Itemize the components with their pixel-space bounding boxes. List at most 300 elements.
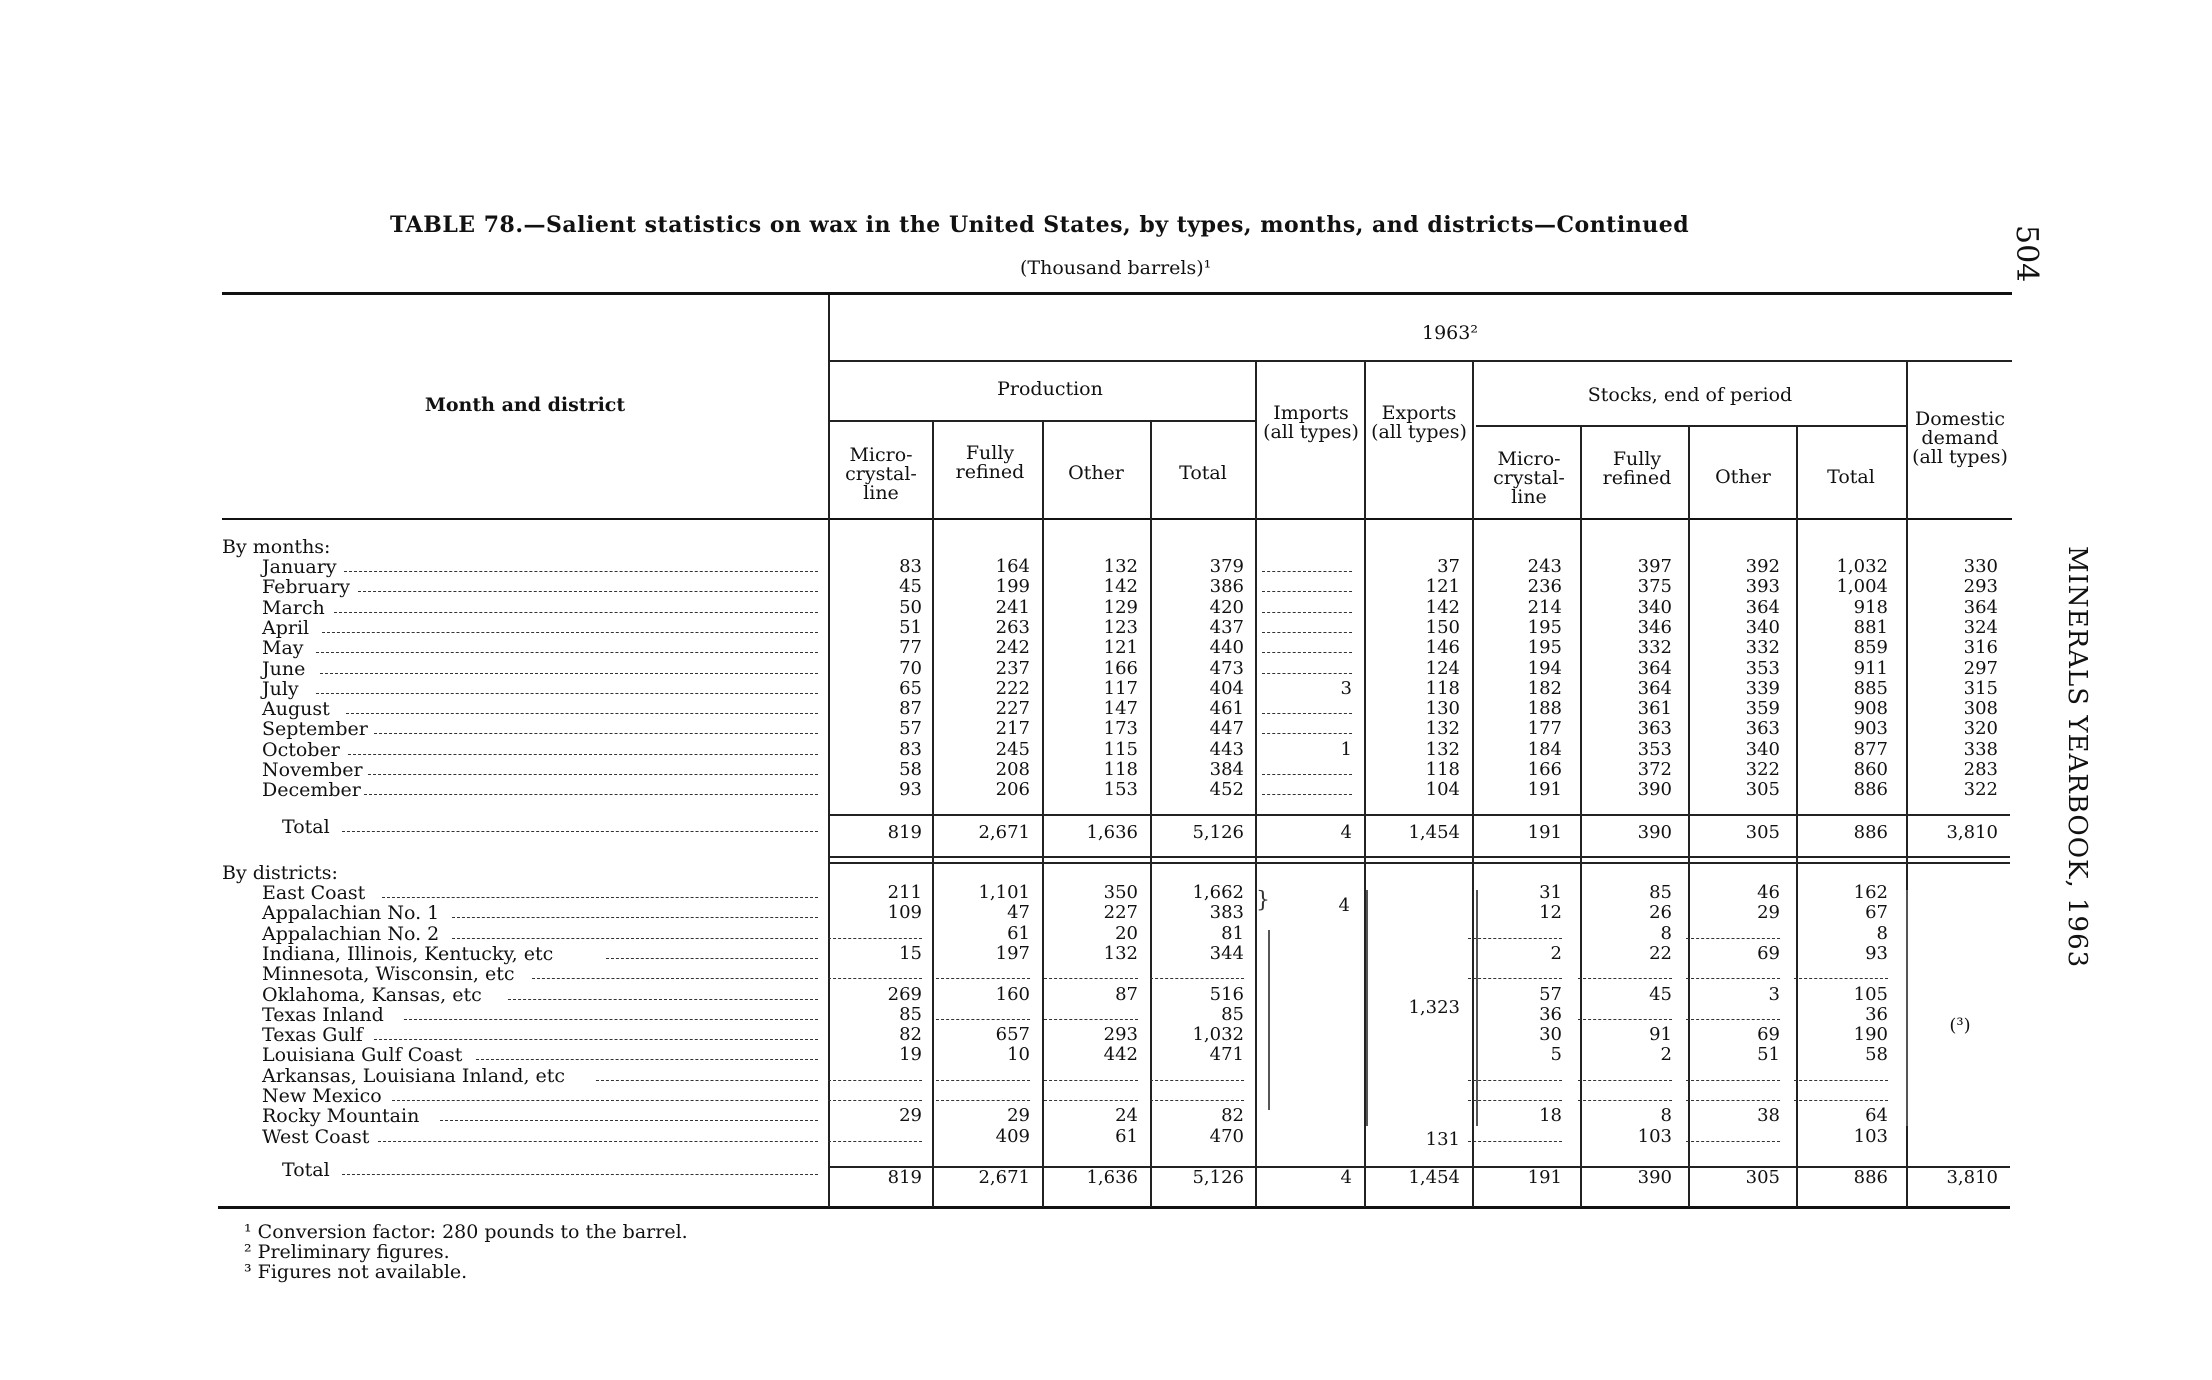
month-s-micro-value: 194 [1527, 657, 1562, 679]
leader-dots [532, 978, 818, 979]
month-s-total-value: 877 [1853, 738, 1888, 760]
stock-other-header: Other [1715, 466, 1771, 488]
district-p-total-value: 471 [1209, 1044, 1244, 1066]
bracket-line [1476, 890, 1478, 1126]
leader-dots [374, 1039, 818, 1040]
prod-total-header: Total [1179, 462, 1227, 484]
district-s-micro-value: 36 [1539, 1003, 1562, 1025]
brace-mark: } [1256, 888, 1270, 913]
district-s-total-value: 67 [1865, 902, 1888, 924]
empty-cell-dash [1686, 978, 1780, 979]
prod-micro-header: Micro-crystal-line [845, 444, 917, 504]
month-p-total-value: 447 [1209, 718, 1244, 740]
month-s-other-value: 359 [1745, 698, 1780, 720]
month-s-total-value: 881 [1853, 616, 1888, 638]
month-exports-value: 150 [1425, 616, 1460, 638]
months-total-bottom-rule-2 [828, 862, 2010, 864]
month-p-micro-value: 87 [899, 698, 922, 720]
month-s-other-value: 322 [1745, 759, 1780, 780]
month-label: March [262, 596, 325, 619]
month-p-micro-value: 83 [899, 738, 922, 760]
year-rule [830, 360, 2012, 362]
district-p-fully-value: 657 [995, 1024, 1030, 1046]
month-s-total-value: 885 [1853, 677, 1888, 699]
district-p-other-value: 132 [1103, 942, 1138, 964]
footnote-3: ³ Figures not available. [244, 1261, 468, 1283]
total-p-micro-value: 819 [887, 822, 922, 843]
empty-cell-dash [1262, 632, 1352, 633]
month-demand-value: 297 [1963, 657, 1998, 679]
district-s-other-value: 69 [1757, 942, 1780, 964]
total-s-total-value: 886 [1853, 822, 1888, 843]
empty-cell-dash [828, 1100, 922, 1101]
production-header: Production [997, 378, 1103, 400]
leader-dots [596, 1080, 818, 1081]
district-p-micro-value: 269 [887, 983, 922, 1005]
month-s-other-value: 340 [1745, 616, 1780, 638]
total-imports-value: 4 [1340, 1167, 1352, 1188]
empty-cell-dash [1794, 1080, 1888, 1081]
district-s-micro-value: 30 [1539, 1024, 1562, 1046]
prod-fully-header: Fully refined [955, 442, 1025, 483]
month-exports-value: 104 [1425, 779, 1460, 801]
month-p-total-value: 440 [1209, 637, 1244, 659]
month-p-micro-value: 70 [899, 657, 922, 679]
month-p-fully-value: 164 [995, 556, 1030, 577]
stocks-header: Stocks, end of period [1587, 384, 1793, 406]
west-coast-exports-value: 131 [1425, 1129, 1460, 1150]
district-p-other-value: 61 [1115, 1125, 1138, 1147]
district-s-fully-value: 2 [1660, 1044, 1672, 1066]
bracket-line [1906, 890, 1908, 1126]
month-label: July [262, 677, 299, 700]
month-s-total-value: 860 [1853, 759, 1888, 780]
total-p-other-value: 1,636 [1086, 1167, 1138, 1188]
month-p-fully-value: 241 [995, 596, 1030, 618]
month-p-micro-value: 58 [899, 759, 922, 780]
empty-cell-dash [936, 978, 1030, 979]
leader-dots [508, 999, 818, 1000]
month-s-micro-value: 195 [1527, 637, 1562, 659]
month-exports-value: 146 [1425, 637, 1460, 659]
empty-cell-dash [936, 1100, 1030, 1101]
bracket-line [1366, 890, 1368, 1126]
month-label: May [262, 637, 304, 660]
district-label: Oklahoma, Kansas, etc [262, 983, 482, 1006]
col-divider [1688, 425, 1690, 1207]
month-s-other-value: 332 [1745, 637, 1780, 659]
leader-dots [368, 774, 818, 775]
month-s-total-value: 1,004 [1836, 576, 1888, 598]
month-demand-value: 320 [1963, 718, 1998, 740]
months-total-bottom-rule-1 [828, 856, 2010, 858]
total-p-fully-value: 2,671 [978, 1167, 1030, 1188]
leader-dots [320, 673, 818, 674]
month-label: August [262, 698, 330, 721]
empty-cell-dash [1578, 1019, 1672, 1020]
leader-dots [606, 958, 818, 959]
leader-dots [392, 1100, 818, 1101]
month-p-other-value: 153 [1103, 779, 1138, 801]
month-s-total-value: 903 [1853, 718, 1888, 740]
district-label: Texas Inland [262, 1003, 384, 1026]
leader-dots [322, 632, 818, 633]
district-label: Arkansas, Louisiana Inland, etc [262, 1064, 566, 1087]
month-p-fully-value: 217 [995, 718, 1030, 740]
month-p-other-value: 121 [1103, 637, 1138, 659]
leader-dots [452, 938, 818, 939]
district-label: Louisiana Gulf Coast [262, 1044, 463, 1067]
month-p-total-value: 420 [1209, 596, 1244, 618]
month-s-fully-value: 390 [1637, 779, 1672, 801]
month-imports-value: 3 [1340, 677, 1352, 699]
district-s-total-value: 36 [1865, 1003, 1888, 1025]
month-label: December [262, 779, 361, 802]
month-p-micro-value: 51 [899, 616, 922, 638]
stock-micro-header: Micro-crystal-line [1493, 448, 1565, 508]
total-p-fully-value: 2,671 [978, 822, 1030, 843]
month-p-other-value: 173 [1103, 718, 1138, 740]
month-p-micro-value: 83 [899, 556, 922, 577]
leader-dots [404, 1019, 818, 1020]
month-p-micro-value: 45 [899, 576, 922, 598]
month-p-fully-value: 222 [995, 677, 1030, 699]
empty-cell-dash [1262, 713, 1352, 714]
month-s-fully-value: 332 [1637, 637, 1672, 659]
month-s-other-value: 392 [1745, 556, 1780, 577]
district-p-fully-value: 409 [995, 1125, 1030, 1147]
month-p-other-value: 147 [1103, 698, 1138, 720]
district-p-other-value: 350 [1103, 882, 1138, 903]
empty-cell-dash [1686, 1019, 1780, 1020]
empty-cell-dash [1262, 612, 1352, 613]
district-p-micro-value: 82 [899, 1024, 922, 1046]
total-p-total-value: 5,126 [1192, 822, 1244, 843]
district-s-total-value: 162 [1853, 882, 1888, 903]
month-demand-value: 316 [1963, 637, 1998, 659]
district-p-micro-value: 211 [887, 882, 922, 903]
stock-fully-header: Fully refined [1602, 448, 1672, 489]
month-p-fully-value: 206 [995, 779, 1030, 801]
district-p-total-value: 1,662 [1192, 882, 1244, 903]
header-bottom-rule [222, 518, 2012, 520]
empty-cell-dash [1578, 1100, 1672, 1101]
month-p-other-value: 118 [1103, 759, 1138, 780]
month-s-fully-value: 361 [1637, 698, 1672, 720]
month-demand-value: 308 [1963, 698, 1998, 720]
month-s-micro-value: 214 [1527, 596, 1562, 618]
district-label: Rocky Mountain [262, 1105, 420, 1128]
empty-cell-dash [936, 1080, 1030, 1081]
col-divider [1255, 362, 1257, 1207]
empty-cell-dash [1044, 1080, 1138, 1081]
district-s-other-value: 3 [1768, 983, 1780, 1005]
month-p-fully-value: 245 [995, 738, 1030, 760]
month-exports-value: 142 [1425, 596, 1460, 618]
leader-dots [378, 1141, 818, 1142]
month-s-fully-value: 364 [1637, 677, 1672, 699]
month-s-micro-value: 195 [1527, 616, 1562, 638]
col-divider [828, 295, 830, 1207]
month-exports-value: 37 [1437, 556, 1460, 577]
district-label: New Mexico [262, 1085, 382, 1107]
district-s-fully-value: 8 [1660, 1105, 1672, 1127]
table-subtitle: (Thousand barrels)¹ [1020, 257, 1212, 279]
total-s-micro-value: 191 [1527, 822, 1562, 843]
month-s-micro-value: 243 [1527, 556, 1562, 577]
district-s-fully-value: 91 [1649, 1024, 1672, 1046]
total-p-other-value: 1,636 [1086, 822, 1138, 843]
district-s-micro-value: 18 [1539, 1105, 1562, 1127]
empty-cell-dash [1262, 571, 1352, 572]
month-s-micro-value: 191 [1527, 779, 1562, 801]
district-p-micro-value: 19 [899, 1044, 922, 1066]
district-p-total-value: 81 [1221, 922, 1244, 944]
col-divider [932, 420, 934, 1207]
empty-cell-dash [1578, 1080, 1672, 1081]
empty-cell-dash [1262, 733, 1352, 734]
top-rule [222, 292, 2012, 295]
total-label: Total [282, 1159, 330, 1181]
month-p-fully-value: 227 [995, 698, 1030, 720]
leader-dots [382, 897, 818, 898]
month-demand-value: 293 [1963, 576, 1998, 598]
prod-other-header: Other [1068, 462, 1124, 484]
month-s-micro-value: 188 [1527, 698, 1562, 720]
month-s-micro-value: 184 [1527, 738, 1562, 760]
district-label: East Coast [262, 882, 366, 904]
month-exports-value: 132 [1425, 718, 1460, 740]
year-header: 1963² [1422, 322, 1478, 344]
empty-cell-dash [1686, 1080, 1780, 1081]
month-label: February [262, 576, 351, 599]
district-s-micro-value: 31 [1539, 882, 1562, 903]
domestic-demand-header: Domestic demand (all types) [1912, 408, 2008, 468]
month-p-total-value: 437 [1209, 616, 1244, 638]
month-s-other-value: 353 [1745, 657, 1780, 679]
district-s-fully-value: 8 [1660, 922, 1672, 944]
month-demand-value: 315 [1963, 677, 1998, 699]
district-s-fully-value: 85 [1649, 882, 1672, 903]
empty-cell-dash [1044, 1019, 1138, 1020]
total-s-fully-value: 390 [1637, 1167, 1672, 1188]
total-imports-value: 4 [1340, 822, 1352, 843]
month-demand-value: 322 [1963, 779, 1998, 801]
district-label: Indiana, Illinois, Kentucky, etc [262, 942, 554, 965]
empty-cell-dash [1794, 978, 1888, 979]
total-exports-value: 1,454 [1408, 1167, 1460, 1188]
leader-dots [334, 612, 818, 613]
leader-dots [476, 1059, 818, 1060]
month-s-fully-value: 372 [1637, 759, 1672, 780]
month-p-other-value: 117 [1103, 677, 1138, 699]
month-exports-value: 121 [1425, 576, 1460, 598]
district-label: Appalachian No. 1 [262, 902, 440, 925]
district-s-other-value: 51 [1757, 1044, 1780, 1066]
district-p-micro-value: 29 [899, 1105, 922, 1127]
district-s-total-value: 64 [1865, 1105, 1888, 1127]
empty-cell-dash [1150, 978, 1244, 979]
district-p-fully-value: 160 [995, 983, 1030, 1005]
district-p-other-value: 293 [1103, 1024, 1138, 1046]
month-label: April [262, 616, 310, 639]
month-s-total-value: 886 [1853, 779, 1888, 801]
district-p-total-value: 516 [1209, 983, 1244, 1005]
stocks-rule [1476, 425, 1906, 427]
month-s-total-value: 859 [1853, 637, 1888, 659]
leader-dots [440, 1120, 818, 1121]
district-s-total-value: 103 [1853, 1125, 1888, 1147]
total-demand-value: 3,810 [1946, 822, 1998, 843]
empty-cell-dash [828, 938, 922, 939]
month-p-other-value: 166 [1103, 657, 1138, 679]
month-exports-value: 118 [1425, 759, 1460, 780]
month-p-micro-value: 77 [899, 637, 922, 659]
empty-cell-dash [1468, 1100, 1562, 1101]
district-p-other-value: 442 [1103, 1044, 1138, 1066]
month-label: January [262, 556, 337, 578]
empty-cell-dash [1468, 978, 1562, 979]
table-title: TABLE 78.—Salient statistics on wax in the United States, by types, months, and districts—Continued [390, 212, 1690, 238]
district-p-micro-value: 15 [899, 942, 922, 964]
month-s-fully-value: 346 [1637, 616, 1672, 638]
leader-dots [342, 1174, 818, 1175]
month-p-fully-value: 237 [995, 657, 1030, 679]
month-s-micro-value: 166 [1527, 759, 1562, 780]
month-s-total-value: 1,032 [1836, 556, 1888, 577]
month-exports-value: 124 [1425, 657, 1460, 679]
empty-cell-dash [1262, 652, 1352, 653]
district-p-micro-value: 109 [887, 902, 922, 924]
month-demand-value: 283 [1963, 759, 1998, 780]
leader-dots [344, 571, 818, 572]
month-demand-value: 364 [1963, 596, 1998, 618]
month-p-total-value: 461 [1209, 698, 1244, 720]
leader-dots [374, 733, 818, 734]
month-s-total-value: 918 [1853, 596, 1888, 618]
month-p-other-value: 115 [1103, 738, 1138, 760]
col-divider [1796, 425, 1798, 1207]
district-p-fully-value: 29 [1007, 1105, 1030, 1127]
district-s-micro-value: 2 [1550, 942, 1562, 964]
district-p-other-value: 20 [1115, 922, 1138, 944]
month-s-other-value: 305 [1745, 779, 1780, 801]
district-label: Texas Gulf [262, 1024, 363, 1047]
month-p-total-value: 443 [1209, 738, 1244, 760]
empty-cell-dash [1468, 1141, 1562, 1142]
month-s-micro-value: 177 [1527, 718, 1562, 740]
leader-dots [342, 831, 818, 832]
month-s-fully-value: 375 [1637, 576, 1672, 598]
month-p-micro-value: 65 [899, 677, 922, 699]
page-number: 504 [2009, 225, 2044, 283]
month-p-total-value: 404 [1209, 677, 1244, 699]
month-p-micro-value: 57 [899, 718, 922, 740]
month-s-fully-value: 340 [1637, 596, 1672, 618]
month-p-total-value: 379 [1209, 556, 1244, 577]
total-s-micro-value: 191 [1527, 1167, 1562, 1188]
month-p-total-value: 473 [1209, 657, 1244, 679]
bottom-rule [218, 1206, 2010, 1209]
district-p-fully-value: 10 [1007, 1044, 1030, 1066]
month-s-other-value: 363 [1745, 718, 1780, 740]
empty-cell-dash [1262, 794, 1352, 795]
month-exports-value: 118 [1425, 677, 1460, 699]
month-s-total-value: 911 [1853, 657, 1888, 679]
total-demand-value: 3,810 [1946, 1167, 1998, 1188]
empty-cell-dash [1262, 673, 1352, 674]
stock-total-header: Total [1827, 466, 1875, 488]
empty-cell-dash [1686, 938, 1780, 939]
running-head: MINERALS YEARBOOK, 1963 [2062, 546, 2092, 969]
month-p-fully-value: 199 [995, 576, 1030, 598]
month-imports-value: 1 [1340, 738, 1352, 760]
month-p-fully-value: 208 [995, 759, 1030, 780]
district-s-fully-value: 103 [1637, 1125, 1672, 1147]
month-p-other-value: 129 [1103, 596, 1138, 618]
month-s-micro-value: 236 [1527, 576, 1562, 598]
total-s-other-value: 305 [1745, 1167, 1780, 1188]
empty-cell-dash [1044, 1100, 1138, 1101]
empty-cell-dash [1468, 1080, 1562, 1081]
empty-cell-dash [828, 978, 922, 979]
district-label: Minnesota, Wisconsin, etc [262, 963, 515, 986]
district-p-micro-value: 85 [899, 1003, 922, 1025]
col-divider [1150, 420, 1152, 1207]
empty-cell-dash [1468, 938, 1562, 939]
section-label-months: By months: [222, 536, 331, 558]
month-s-fully-value: 363 [1637, 718, 1672, 740]
district-s-other-value: 29 [1757, 902, 1780, 924]
district-s-total-value: 93 [1865, 942, 1888, 964]
month-label: October [262, 738, 340, 761]
leader-dots [348, 754, 818, 755]
total-s-fully-value: 390 [1637, 822, 1672, 843]
month-s-other-value: 364 [1745, 596, 1780, 618]
month-demand-value: 338 [1963, 738, 1998, 760]
bracket-line [1268, 930, 1270, 1110]
month-s-fully-value: 397 [1637, 556, 1672, 577]
col-divider [1042, 420, 1044, 1207]
month-p-micro-value: 50 [899, 596, 922, 618]
month-p-total-value: 386 [1209, 576, 1244, 598]
empty-cell-dash [828, 1080, 922, 1081]
leader-dots [452, 917, 818, 918]
month-label: September [262, 718, 368, 741]
section-label-districts: By districts: [222, 862, 338, 884]
district-p-total-value: 344 [1209, 942, 1244, 964]
district-p-fully-value: 61 [1007, 922, 1030, 944]
month-label: June [262, 657, 306, 680]
district-p-total-value: 85 [1221, 1003, 1244, 1025]
exports-header: Exports (all types) [1371, 402, 1467, 443]
total-label: Total [282, 816, 330, 838]
empty-cell-dash [936, 1019, 1030, 1020]
district-s-fully-value: 22 [1649, 942, 1672, 964]
month-p-other-value: 132 [1103, 556, 1138, 577]
district-imports-value: 4 [1338, 895, 1350, 916]
month-p-fully-value: 263 [995, 616, 1030, 638]
empty-cell-dash [1578, 978, 1672, 979]
total-s-total-value: 886 [1853, 1167, 1888, 1188]
district-p-other-value: 24 [1115, 1105, 1138, 1127]
total-exports-value: 1,454 [1408, 822, 1460, 843]
empty-cell-dash [1262, 774, 1352, 775]
district-p-total-value: 383 [1209, 902, 1244, 924]
footnote-1: ¹ Conversion factor: 280 pounds to the barrel. [244, 1221, 688, 1243]
month-demand-value: 330 [1963, 556, 1998, 577]
leader-dots [346, 713, 818, 714]
